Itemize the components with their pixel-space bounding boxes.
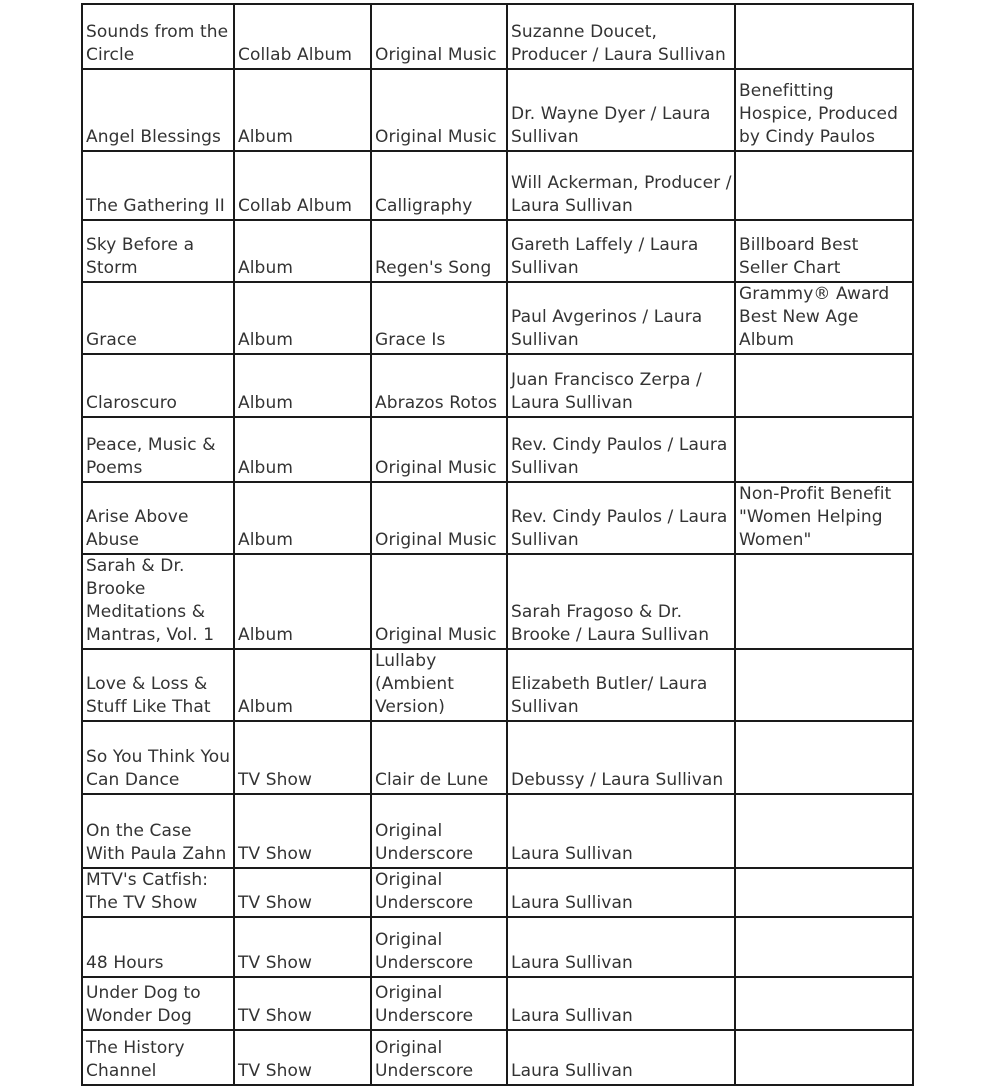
cell-title: The History Channel — [82, 1030, 234, 1085]
table-row — [82, 554, 913, 649]
cell-note: Non-Profit Benefit "Women Helping Women" — [735, 482, 913, 554]
credits-table — [81, 3, 914, 1086]
cell-track: Original Music — [371, 69, 507, 151]
cell-track: Original Underscore — [371, 977, 507, 1030]
cell-artist: Rev. Cindy Paulos / Laura Sullivan — [507, 482, 735, 554]
cell-track: Original Underscore — [371, 794, 507, 868]
cell-artist: Dr. Wayne Dyer / Laura Sullivan — [507, 69, 735, 151]
table-row — [82, 417, 913, 482]
cell-type: TV Show — [234, 917, 371, 977]
cell-title: Love & Loss & Stuff Like That — [82, 649, 234, 721]
table-row — [82, 917, 913, 977]
table-row — [82, 4, 913, 69]
cell-title: Claroscuro — [82, 354, 234, 417]
cell-artist: Will Ackerman, Producer / Laura Sullivan — [507, 151, 735, 220]
cell-title: Grace — [82, 282, 234, 354]
cell-track: Lullaby (Ambient Version) — [371, 649, 507, 721]
cell-type: TV Show — [234, 721, 371, 794]
cell-artist: Rev. Cindy Paulos / Laura Sullivan — [507, 417, 735, 482]
cell-title: MTV's Catfish: The TV Show — [82, 868, 234, 917]
cell-title: Arise Above Abuse — [82, 482, 234, 554]
table-row — [82, 354, 913, 417]
cell-track: Grace Is — [371, 282, 507, 354]
cell-track: Original Music — [371, 482, 507, 554]
cell-track: Clair de Lune — [371, 721, 507, 794]
cell-track: Original Underscore — [371, 1030, 507, 1085]
cell-track: Original Underscore — [371, 868, 507, 917]
cell-title: Sounds from the Circle — [82, 4, 234, 69]
table-row — [82, 482, 913, 554]
cell-artist: Laura Sullivan — [507, 977, 735, 1030]
cell-artist: Laura Sullivan — [507, 794, 735, 868]
cell-note — [735, 721, 913, 794]
cell-title: Sky Before a Storm — [82, 220, 234, 282]
cell-type: Album — [234, 649, 371, 721]
cell-note — [735, 417, 913, 482]
cell-type: Collab Album — [234, 4, 371, 69]
cell-type: TV Show — [234, 977, 371, 1030]
cell-note — [735, 554, 913, 649]
table-row — [82, 1030, 913, 1085]
cell-track: Original Music — [371, 417, 507, 482]
cell-title: 48 Hours — [82, 917, 234, 977]
cell-note: Billboard Best Seller Chart — [735, 220, 913, 282]
cell-type: Album — [234, 417, 371, 482]
table-row — [82, 282, 913, 354]
cell-artist: Laura Sullivan — [507, 1030, 735, 1085]
cell-note — [735, 1030, 913, 1085]
cell-artist: Gareth Laffely / Laura Sullivan — [507, 220, 735, 282]
cell-note: Benefitting Hospice, Produced by Cindy Paulos — [735, 69, 913, 151]
cell-track: Abrazos Rotos — [371, 354, 507, 417]
cell-type: Album — [234, 220, 371, 282]
cell-type: Album — [234, 282, 371, 354]
cell-artist: Laura Sullivan — [507, 868, 735, 917]
table-row — [82, 220, 913, 282]
cell-type: TV Show — [234, 1030, 371, 1085]
cell-note — [735, 794, 913, 868]
cell-track: Regen's Song — [371, 220, 507, 282]
cell-type: TV Show — [234, 868, 371, 917]
cell-note — [735, 649, 913, 721]
table-row — [82, 794, 913, 868]
table-row — [82, 69, 913, 151]
cell-note — [735, 977, 913, 1030]
cell-note — [735, 868, 913, 917]
table-row — [82, 151, 913, 220]
cell-track: Original Underscore — [371, 917, 507, 977]
cell-title: So You Think You Can Dance — [82, 721, 234, 794]
cell-type: Collab Album — [234, 151, 371, 220]
cell-artist: Suzanne Doucet, Producer / Laura Sullivan — [507, 4, 735, 69]
cell-note — [735, 917, 913, 977]
cell-type: Album — [234, 482, 371, 554]
cell-title: Sarah & Dr. Brooke Meditations & Mantras, Vol. 1 — [82, 554, 234, 649]
cell-title: The Gathering II — [82, 151, 234, 220]
cell-type: TV Show — [234, 794, 371, 868]
cell-artist: Sarah Fragoso & Dr. Brooke / Laura Sullivan — [507, 554, 735, 649]
credits-table-body — [82, 4, 913, 1085]
cell-artist: Elizabeth Butler/ Laura Sullivan — [507, 649, 735, 721]
cell-track: Original Music — [371, 4, 507, 69]
cell-type: Album — [234, 354, 371, 417]
cell-artist: Debussy / Laura Sullivan — [507, 721, 735, 794]
table-row — [82, 868, 913, 917]
cell-note — [735, 151, 913, 220]
cell-artist: Paul Avgerinos / Laura Sullivan — [507, 282, 735, 354]
table-row — [82, 649, 913, 721]
cell-title: On the Case With Paula Zahn — [82, 794, 234, 868]
cell-note — [735, 354, 913, 417]
cell-note: Grammy® Award Best New Age Album — [735, 282, 913, 354]
cell-title: Peace, Music & Poems — [82, 417, 234, 482]
cell-track: Original Music — [371, 554, 507, 649]
cell-type: Album — [234, 554, 371, 649]
cell-track: Calligraphy — [371, 151, 507, 220]
cell-title: Angel Blessings — [82, 69, 234, 151]
cell-artist: Juan Francisco Zerpa / Laura Sullivan — [507, 354, 735, 417]
cell-title: Under Dog to Wonder Dog — [82, 977, 234, 1030]
cell-note — [735, 4, 913, 69]
cell-artist: Laura Sullivan — [507, 917, 735, 977]
cell-type: Album — [234, 69, 371, 151]
table-row — [82, 721, 913, 794]
table-row — [82, 977, 913, 1030]
